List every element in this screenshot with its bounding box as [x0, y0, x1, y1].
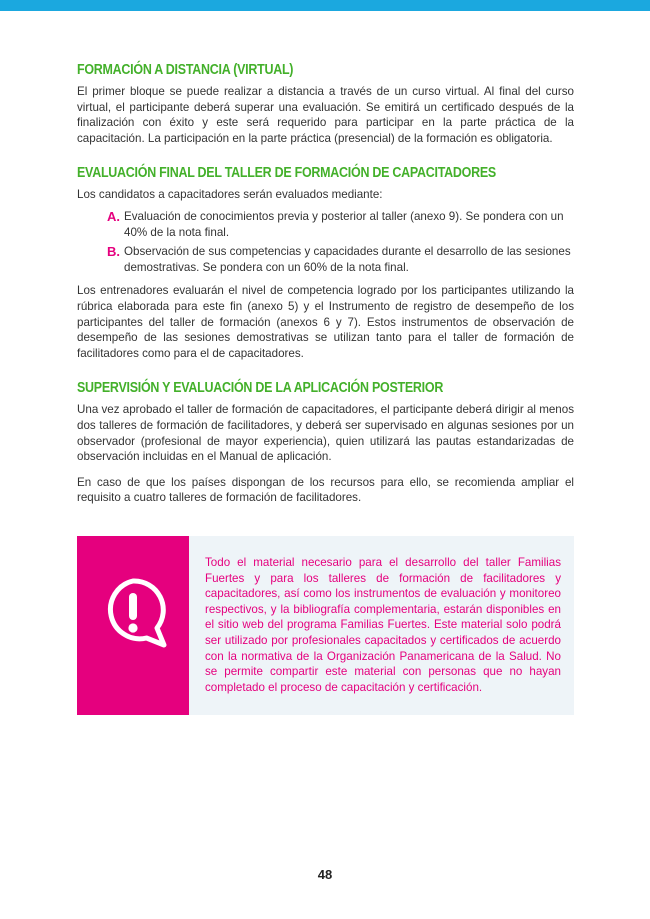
- page-number: 48: [317, 867, 333, 882]
- section-title: SUPERVISIÓN Y EVALUACIÓN DE LA APLICACIÓN POSTERIOR: [77, 380, 444, 397]
- section-title: FORMACIÓN A DISTANCIA (VIRTUAL): [77, 62, 294, 78]
- exclamation-speech-bubble-icon: [96, 575, 170, 649]
- list-item: [77, 244, 574, 275]
- section-body: Los entrenadores evaluarán el nivel de competencia logrado por los participantes utilizando la rúbrica elaborada para este fin (anexo 5) y el Instrumento de registro de desempeño de los participantes del taller de formación (anexos 6 y 7). Estos instrumentos de observación de desempeño de las sesiones demostrativas se utilizan tanto para el taller de formación de facilitadores como para el de capacitadores.: [77, 284, 574, 360]
- top-color-bar: [0, 0, 650, 11]
- evaluation-list: [77, 209, 574, 275]
- notice-sidebar: [77, 536, 189, 715]
- notice-box: [77, 536, 574, 715]
- page-content: [77, 62, 574, 525]
- list-item-text: Observación de sus competencias y capacidades durante el desarrollo de las sesiones demostrativas. Se pondera con un 60% de la nota final.: [124, 245, 571, 274]
- section-final-evaluation: [77, 165, 574, 361]
- list-item-text: Evaluación de conocimientos previa y posterior al taller (anexo 9). Se pondera con un 40% de la nota final.: [124, 209, 564, 239]
- section-body: En caso de que los países dispongan de los recursos para ello, se recomienda ampliar el requisito a cuatro talleres de formación de facilitadores.: [77, 475, 574, 505]
- list-marker: A.: [107, 208, 120, 224]
- list-marker: B.: [107, 244, 120, 260]
- section-supervision: [77, 380, 574, 506]
- section-virtual-training: [77, 62, 574, 146]
- section-body: El primer bloque se puede realizar a distancia a través de un curso virtual. Al final del curso virtual, el participante deberá superar una evaluación. Se emitirá un certificado después de la finalización con éxito y este será requerido para participar en la parte práctica de la capacitación. La participación en la parte práctica (presencial) de la formación es obligatoria.: [77, 85, 574, 145]
- section-body: Una vez aprobado el taller de formación de capacitadores, el participante deberá dirigir al menos dos talleres de formación de facilitadores, y deberá ser supervisado en algunas sesiones por un observador (profesional de mayor experiencia), quien utilizará las pautas estandarizadas de observación incluidas en el Manual de aplicación.: [77, 403, 574, 464]
- section-title: EVALUACIÓN FINAL DEL TALLER DE FORMACIÓN DE CAPACITADORES: [77, 165, 496, 182]
- notice-text: Todo el material necesario para el desarrollo del taller Familias Fuertes y para los talleres de formación de facilitadores y capacitadores, así como los instrumentos de evaluación y monitoreo respectivos, y la bibliografía complementaria, estarán disponibles en el sitio web del programa Familias Fuertes. Este material solo podrá ser utilizado por profesionales capacitados y certificados de acuerdo con la normativa de la Organización Panamericana de la Salud. No se permite compartir este material con personas que no hayan completado el proceso de capacitación y certificación.: [205, 556, 561, 694]
- list-item: [77, 209, 574, 240]
- section-intro: Los candidatos a capacitadores serán evaluados mediante:: [77, 188, 383, 202]
